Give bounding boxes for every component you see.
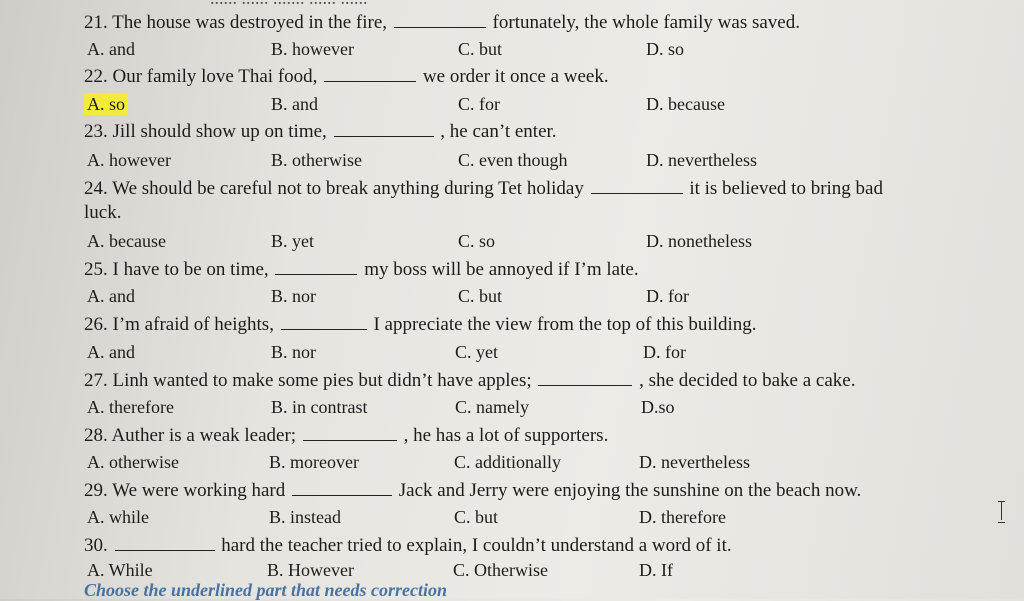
options-29 xyxy=(0,506,1024,530)
answer-blank xyxy=(324,66,416,82)
question-text: 29. We were working hard xyxy=(84,480,286,501)
option-a[interactable]: A. while xyxy=(87,507,149,527)
options-28 xyxy=(0,451,1024,475)
question-text: 24. We should be careful not to break anything during Tet holiday xyxy=(84,178,584,199)
options-25 xyxy=(0,285,1024,309)
cutoff-text xyxy=(210,0,368,9)
option-d[interactable]: D. nonetheless xyxy=(646,231,752,251)
option-a[interactable]: A. because xyxy=(87,231,166,251)
question-30 xyxy=(84,535,732,557)
option-c[interactable]: C. Otherwise xyxy=(453,560,548,580)
question-text: 28. Auther is a weak leader; xyxy=(84,425,297,446)
option-b[interactable]: B. nor xyxy=(271,342,316,362)
question-text: 26. I’m afraid of heights, xyxy=(84,314,274,335)
question-text: , she decided to bake a cake. xyxy=(639,370,856,391)
question-text: 23. Jill should show up on time, xyxy=(84,121,327,142)
option-c[interactable]: C. but xyxy=(458,39,503,59)
option-d[interactable]: D. for xyxy=(646,286,689,306)
question-27 xyxy=(84,370,855,392)
option-a-selected[interactable]: A. so xyxy=(84,93,128,115)
options-21 xyxy=(0,38,1024,62)
option-d[interactable]: D.so xyxy=(641,397,675,417)
question-text: 25. I have to be on time, xyxy=(84,259,269,280)
question-text: it is believed to bring bad xyxy=(689,178,883,199)
option-a[interactable]: A. and xyxy=(87,286,135,306)
answer-blank xyxy=(303,425,397,441)
option-b[interactable]: B. moreover xyxy=(269,452,359,472)
question-text: 27. Linh wanted to make some pies but didn’t have apples; xyxy=(84,370,532,391)
question-24-continued xyxy=(84,202,121,224)
question-text: we order it once a week. xyxy=(422,66,609,87)
question-text: hard the teacher tried to explain, I couldn’t understand a word of it. xyxy=(221,535,732,556)
answer-blank xyxy=(394,12,486,28)
question-text: 21. The house was destroyed in the fire, xyxy=(84,12,388,33)
option-d[interactable]: D. nevertheless xyxy=(646,150,757,170)
question-text: fortunately, the whole family was saved. xyxy=(492,12,800,33)
question-text: Jack and Jerry were enjoying the sunshine on the beach now. xyxy=(398,480,862,501)
option-a[interactable]: A. and xyxy=(87,39,135,59)
option-d[interactable]: D. so xyxy=(646,39,685,59)
option-b[interactable]: B. however xyxy=(271,39,354,59)
option-c[interactable]: C. so xyxy=(458,231,496,251)
question-text: my boss will be annoyed if I’m late. xyxy=(364,259,639,280)
question-21 xyxy=(84,12,800,34)
option-b[interactable]: B. However xyxy=(267,560,354,580)
option-a[interactable]: A. and xyxy=(87,342,135,362)
option-c[interactable]: C. even though xyxy=(458,150,568,170)
option-b[interactable]: B. instead xyxy=(269,507,341,527)
option-b[interactable]: B. nor xyxy=(271,286,316,306)
answer-blank xyxy=(591,178,683,194)
question-text: 22. Our family love Thai food, xyxy=(84,66,318,87)
option-d[interactable]: D. because xyxy=(646,94,725,114)
answer-blank xyxy=(538,370,632,386)
option-c[interactable]: C. but xyxy=(458,286,503,306)
question-28 xyxy=(84,425,608,447)
answer-blank xyxy=(275,259,357,275)
question-24 xyxy=(84,178,883,200)
option-a[interactable]: A. While xyxy=(87,560,153,580)
question-26 xyxy=(84,314,757,336)
text-cursor-icon xyxy=(996,500,1008,522)
answer-blank xyxy=(334,121,434,137)
question-text: luck. xyxy=(84,202,122,223)
question-22 xyxy=(84,66,609,88)
option-d[interactable]: D. therefore xyxy=(639,507,726,527)
option-c[interactable]: C. for xyxy=(458,94,500,114)
option-d[interactable]: D. nevertheless xyxy=(639,452,750,472)
options-26 xyxy=(0,341,1024,365)
option-c[interactable]: C. yet xyxy=(455,342,498,362)
question-25 xyxy=(84,259,639,281)
option-a[interactable]: A. however xyxy=(87,150,171,170)
answer-blank xyxy=(281,314,367,330)
option-c[interactable]: C. namely xyxy=(455,397,529,417)
question-text: , he can’t enter. xyxy=(440,121,557,142)
question-23 xyxy=(84,121,557,143)
option-a[interactable]: A. otherwise xyxy=(87,452,179,472)
options-22 xyxy=(0,93,1024,117)
option-a[interactable]: A. therefore xyxy=(87,397,174,417)
option-d[interactable]: D. for xyxy=(643,342,686,362)
option-d[interactable]: D. If xyxy=(639,560,673,580)
question-text: 30. xyxy=(84,535,108,556)
option-b[interactable]: B. yet xyxy=(271,231,314,251)
options-24 xyxy=(0,230,1024,254)
options-27 xyxy=(0,396,1024,420)
option-b[interactable]: B. otherwise xyxy=(271,150,362,170)
question-29 xyxy=(84,480,861,502)
option-c[interactable]: C. but xyxy=(454,507,499,527)
answer-blank xyxy=(115,535,215,551)
options-23 xyxy=(0,149,1024,173)
section-heading: Choose the underlined part that needs correction xyxy=(84,580,448,600)
question-text: , he has a lot of supporters. xyxy=(403,425,609,446)
option-c[interactable]: C. additionally xyxy=(454,452,561,472)
question-text: I appreciate the view from the top of this building. xyxy=(373,314,757,335)
answer-blank xyxy=(292,480,392,496)
option-b[interactable]: B. and xyxy=(271,94,318,114)
option-b[interactable]: B. in contrast xyxy=(271,397,368,417)
